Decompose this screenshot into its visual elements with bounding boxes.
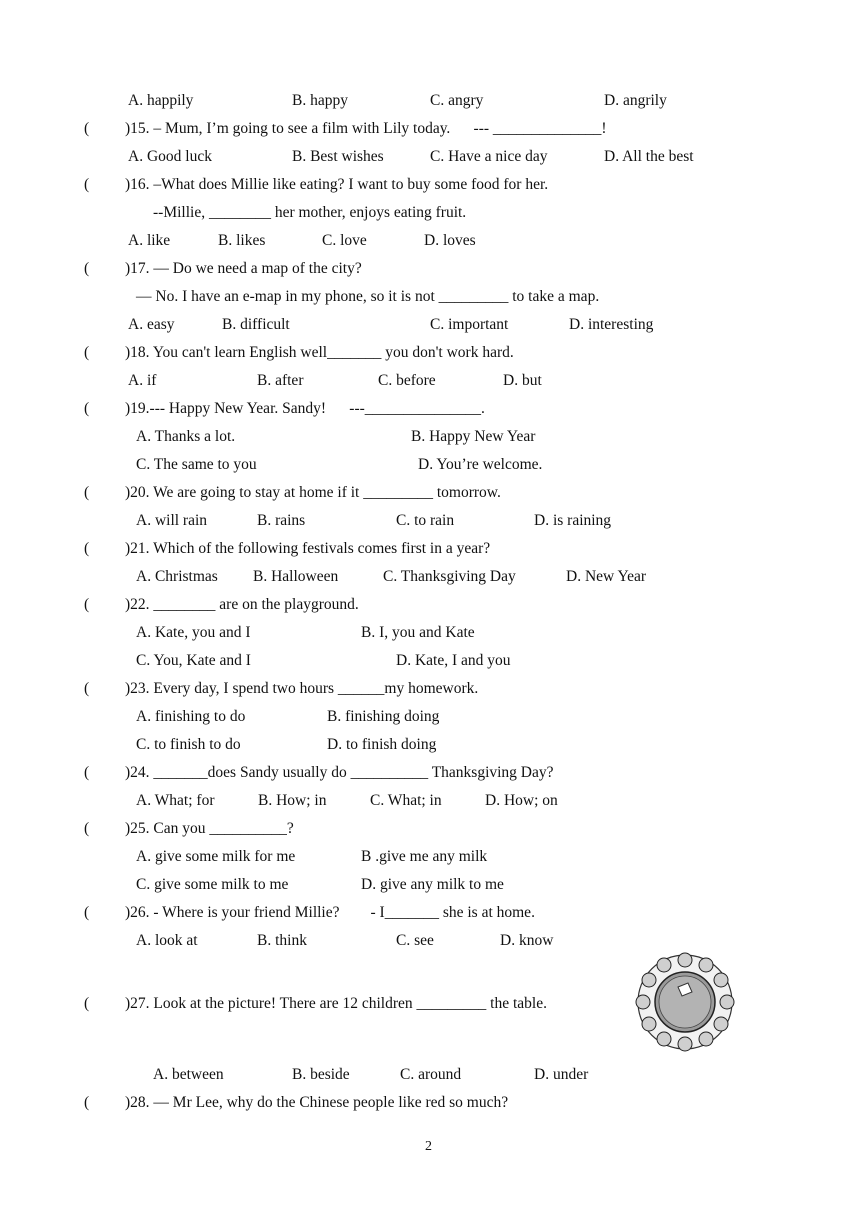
option-d: D. New Year bbox=[566, 568, 647, 585]
question-15: )15. – Mum, I’m going to see a film with Lily today. --- ______________! bbox=[125, 120, 607, 137]
question-25: )25. Can you __________? bbox=[125, 820, 294, 837]
question-20: )20. We are going to stay at home if it _________ tomorrow. bbox=[125, 484, 501, 501]
option-a: A. Kate, you and I bbox=[136, 624, 251, 641]
option-c: C. love bbox=[322, 232, 367, 249]
answer-paren: ( bbox=[84, 344, 90, 361]
option-d: D. loves bbox=[424, 232, 476, 249]
answer-paren: ( bbox=[84, 764, 90, 781]
option-a: A. Good luck bbox=[128, 148, 212, 165]
option-a: A. What; for bbox=[136, 792, 215, 809]
option-d: D. is raining bbox=[534, 512, 612, 529]
option-b: B. rains bbox=[257, 512, 306, 529]
question-26: )26. - Where is your friend Millie? - I_______ she is at home. bbox=[125, 904, 535, 921]
option-c: C. to finish to do bbox=[136, 736, 241, 753]
answer-paren: ( bbox=[84, 995, 90, 1012]
option-d: D. but bbox=[503, 372, 542, 389]
option-a: A. Thanks a lot. bbox=[136, 428, 236, 445]
option-d: D. under bbox=[534, 1066, 589, 1083]
answer-paren: ( bbox=[84, 680, 90, 697]
page-number: 2 bbox=[425, 1139, 432, 1154]
option-b: B .give me any milk bbox=[361, 848, 488, 865]
option-d: D. All the best bbox=[604, 148, 694, 165]
option-a: A. happily bbox=[128, 92, 194, 109]
option-a: A. finishing to do bbox=[136, 708, 246, 725]
option-b: B. Halloween bbox=[253, 568, 339, 585]
option-c: C. before bbox=[378, 372, 436, 389]
question-24: )24. _______does Sandy usually do __________ Thanksgiving Day? bbox=[125, 764, 554, 781]
option-b: B. beside bbox=[292, 1066, 350, 1083]
question-22: )22. ________ are on the playground. bbox=[125, 596, 359, 613]
option-c: C. You, Kate and I bbox=[136, 652, 251, 669]
option-d: D. interesting bbox=[569, 316, 654, 333]
question-19: )19.--- Happy New Year. Sandy! ---_______________. bbox=[125, 400, 485, 417]
option-b: B. think bbox=[257, 932, 307, 949]
option-a: A. give some milk for me bbox=[136, 848, 296, 865]
option-a: A. will rain bbox=[136, 512, 208, 529]
option-b: B. difficult bbox=[222, 316, 290, 333]
option-c: C. The same to you bbox=[136, 456, 257, 473]
option-a: A. if bbox=[128, 372, 157, 389]
answer-paren: ( bbox=[84, 820, 90, 837]
question-17-line2: — No. I have an e-map in my phone, so it is not _________ to take a map. bbox=[136, 288, 600, 305]
answer-paren: ( bbox=[84, 540, 90, 557]
option-d: D. know bbox=[500, 932, 554, 949]
question-21: )21. Which of the following festivals comes first in a year? bbox=[125, 540, 491, 557]
children-around-table-picture bbox=[632, 952, 738, 1052]
option-c: C. around bbox=[400, 1066, 462, 1083]
option-c: C. see bbox=[396, 932, 434, 949]
option-d: D. to finish doing bbox=[327, 736, 437, 753]
option-d: D. angrily bbox=[604, 92, 667, 109]
option-b: B. likes bbox=[218, 232, 266, 249]
option-b: B. Happy New Year bbox=[411, 428, 536, 445]
option-d: D. You’re welcome. bbox=[418, 456, 543, 473]
option-b: B. Best wishes bbox=[292, 148, 384, 165]
option-a: A. between bbox=[153, 1066, 224, 1083]
option-d: D. Kate, I and you bbox=[396, 652, 511, 669]
option-b: B. I, you and Kate bbox=[361, 624, 475, 641]
option-c: C. give some milk to me bbox=[136, 876, 289, 893]
answer-paren: ( bbox=[84, 1094, 90, 1111]
answer-paren: ( bbox=[84, 400, 90, 417]
option-b: B. happy bbox=[292, 92, 348, 109]
option-a: A. like bbox=[128, 232, 171, 249]
option-c: C. Have a nice day bbox=[430, 148, 548, 165]
answer-paren: ( bbox=[84, 484, 90, 501]
question-23: )23. Every day, I spend two hours ______my homework. bbox=[125, 680, 479, 697]
option-c: C. to rain bbox=[396, 512, 455, 529]
question-16-line2: --Millie, ________ her mother, enjoys eating fruit. bbox=[153, 204, 467, 221]
question-18: )18. You can't learn English well_______ you don't work hard. bbox=[125, 344, 514, 361]
option-c: C. What; in bbox=[370, 792, 442, 809]
question-16: )16. –What does Millie like eating? I want to buy some food for her. bbox=[125, 176, 549, 193]
option-d: D. How; on bbox=[485, 792, 558, 809]
option-a: A. easy bbox=[128, 316, 175, 333]
option-a: A. look at bbox=[136, 932, 198, 949]
answer-paren: ( bbox=[84, 596, 90, 613]
answer-paren: ( bbox=[84, 176, 90, 193]
option-d: D. give any milk to me bbox=[361, 876, 504, 893]
option-c: C. Thanksgiving Day bbox=[383, 568, 516, 585]
option-a: A. Christmas bbox=[136, 568, 218, 585]
question-27: )27. Look at the picture! There are 12 children _________ the table. bbox=[125, 995, 547, 1012]
option-b: B. after bbox=[257, 372, 304, 389]
question-17: )17. — Do we need a map of the city? bbox=[125, 260, 362, 277]
question-28: )28. — Mr Lee, why do the Chinese people like red so much? bbox=[125, 1094, 509, 1111]
option-b: B. finishing doing bbox=[327, 708, 440, 725]
option-b: B. How; in bbox=[258, 792, 327, 809]
answer-paren: ( bbox=[84, 260, 90, 277]
answer-paren: ( bbox=[84, 904, 90, 921]
answer-paren: ( bbox=[84, 120, 90, 137]
option-c: C. important bbox=[430, 316, 509, 333]
option-c: C. angry bbox=[430, 92, 484, 109]
